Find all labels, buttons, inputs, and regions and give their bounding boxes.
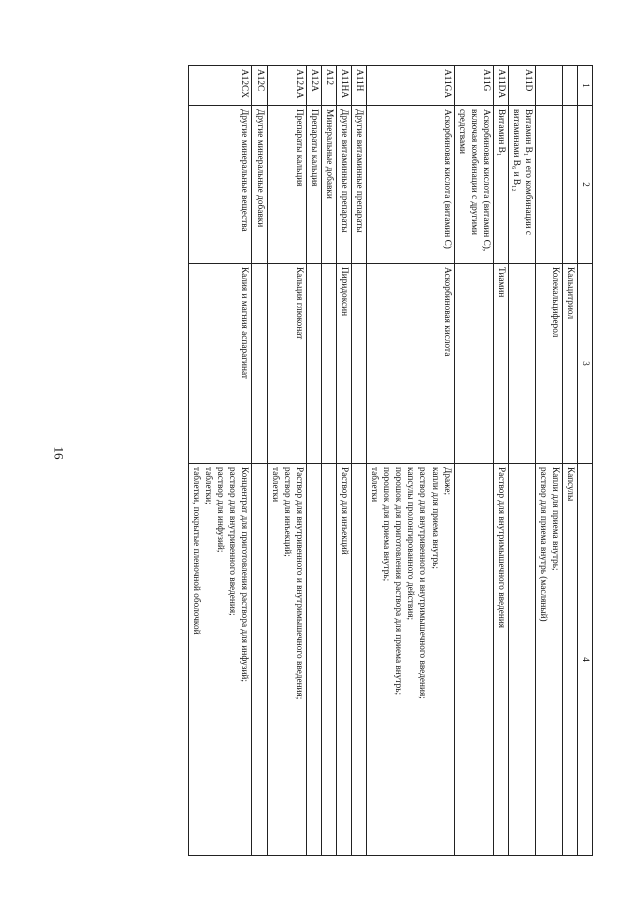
dosage-forms-cell	[351, 464, 366, 856]
group-name-cell: Витамин B₁	[493, 106, 508, 264]
atc-code-cell: A12AA	[267, 66, 306, 106]
drug-name-cell: Аскорбиновая кислота	[367, 264, 455, 464]
dosage-forms-cell	[563, 464, 578, 856]
dosage-form-line: таблетки	[269, 467, 280, 503]
dosage-form-line: раствор для инфузий;	[215, 467, 226, 553]
drug-name-cell	[351, 264, 366, 464]
drug-name-cell	[321, 264, 336, 464]
group-name-cell	[563, 106, 578, 264]
table-row	[321, 66, 336, 856]
column-header: 4	[578, 464, 593, 856]
dosage-form-line: порошок для приготовления раствора для приема внутрь;	[393, 467, 404, 696]
drug-name-cell	[454, 264, 493, 464]
table-row	[493, 66, 508, 856]
dosage-form-line: раствор для инъекций;	[281, 467, 292, 557]
atc-code-cell: A11GA	[367, 66, 455, 106]
table-row	[454, 66, 493, 856]
atc-code-cell: A11H	[351, 66, 366, 106]
drug-name-cell: Кальцитриол	[563, 264, 578, 464]
dosage-form-line: раствор для внутривенного введения;	[227, 467, 238, 616]
atc-code-cell: A12C	[252, 66, 267, 106]
drug-name-cell: Калия и магния аспарагинат	[189, 264, 252, 464]
dosage-form-line: капсулы пролонгированного действия;	[405, 467, 416, 621]
dosage-form-line: Раствор для инъекций	[338, 467, 349, 555]
table-row	[508, 66, 535, 856]
column-header: 2	[578, 106, 593, 264]
dosage-forms-cell	[321, 464, 336, 856]
group-name-cell: Аскорбиновая кислота (витамин С), включая комбинации с другими средствами	[454, 106, 493, 264]
group-name-cell: Другие витаминные препараты	[351, 106, 366, 264]
drug-name-cell: Пиридоксин	[336, 264, 351, 464]
group-name-cell: Витамин B₁ и его комбинации с витаминами B₆ и B₁₂	[508, 106, 535, 264]
group-name-cell: Минеральные добавки	[321, 106, 336, 264]
group-name-cell: Другие минеральные вещества	[189, 106, 252, 264]
table-row	[536, 66, 563, 856]
table-row	[336, 66, 351, 856]
table-row	[267, 66, 306, 856]
table-row	[367, 66, 455, 856]
dosage-forms-cell	[454, 464, 493, 856]
group-name-cell: Аскорбиновая кислота (витамин С)	[367, 106, 455, 264]
page-number: 16	[51, 446, 67, 460]
dosage-forms-cell	[493, 464, 508, 856]
column-header: 1	[578, 66, 593, 106]
group-name-cell: Другие минеральные добавки	[252, 106, 267, 264]
dosage-form-line: порошок для приема внутрь;	[381, 467, 392, 582]
header-row	[578, 66, 593, 856]
dosage-forms-cell	[189, 464, 252, 856]
dosage-form-line: Драже;	[441, 467, 452, 496]
group-name-cell: Другие витаминные препараты	[336, 106, 351, 264]
drug-name-cell: Кальция глюконат	[267, 264, 306, 464]
dosage-form-line: Раствор для внутривенного и внутримышечного введения;	[293, 467, 304, 700]
dosage-forms-cell	[367, 464, 455, 856]
atc-code-cell: A11HA	[336, 66, 351, 106]
drug-table	[188, 65, 593, 856]
atc-code-cell: A12	[321, 66, 336, 106]
dosage-form-line: таблетки, покрытые пленочной оболочкой	[191, 467, 202, 635]
drug-name-cell	[508, 264, 535, 464]
drug-name-cell	[252, 264, 267, 464]
dosage-form-line: капли для приема внутрь;	[429, 467, 440, 569]
dosage-forms-cell	[536, 464, 563, 856]
group-name-cell: Препараты кальция	[267, 106, 306, 264]
atc-code-cell: A12CX	[189, 66, 252, 106]
atc-code-cell: A11D	[508, 66, 535, 106]
dosage-forms-cell	[306, 464, 321, 856]
dosage-form-line: Капсулы	[565, 467, 576, 502]
group-name-cell: Препараты кальция	[306, 106, 321, 264]
table-row	[306, 66, 321, 856]
dosage-forms-cell	[267, 464, 306, 856]
dosage-forms-cell	[336, 464, 351, 856]
atc-code-cell	[536, 66, 563, 106]
drug-name-cell	[306, 264, 321, 464]
dosage-form-line: раствор для приема внутрь (масляный)	[538, 467, 549, 622]
table-body	[189, 66, 578, 856]
dosage-forms-cell	[508, 464, 535, 856]
dosage-form-line: раствор для внутривенного и внутримышечного введения;	[417, 467, 428, 699]
atc-code-cell: A11DA	[493, 66, 508, 106]
drug-name-cell: Колекальциферол	[536, 264, 563, 464]
drug-name-cell: Тиамин	[493, 264, 508, 464]
atc-code-cell: A11G	[454, 66, 493, 106]
column-header: 3	[578, 264, 593, 464]
atc-code-cell: A12A	[306, 66, 321, 106]
dosage-form-line: таблетки	[369, 467, 380, 503]
dosage-form-line: Капли для приема внутрь;	[550, 467, 561, 571]
table-row	[189, 66, 252, 856]
dosage-form-line: Раствор для внутримышечного введения	[495, 467, 506, 629]
dosage-forms-cell	[252, 464, 267, 856]
dosage-form-line: Концентрат для приготовления раствора для инфузий;	[239, 467, 250, 682]
dosage-form-line: таблетки;	[203, 467, 214, 505]
atc-code-cell	[563, 66, 578, 106]
group-name-cell	[536, 106, 563, 264]
drug-table-container	[88, 65, 593, 855]
table-row	[252, 66, 267, 856]
table-row	[563, 66, 578, 856]
table-row	[351, 66, 366, 856]
